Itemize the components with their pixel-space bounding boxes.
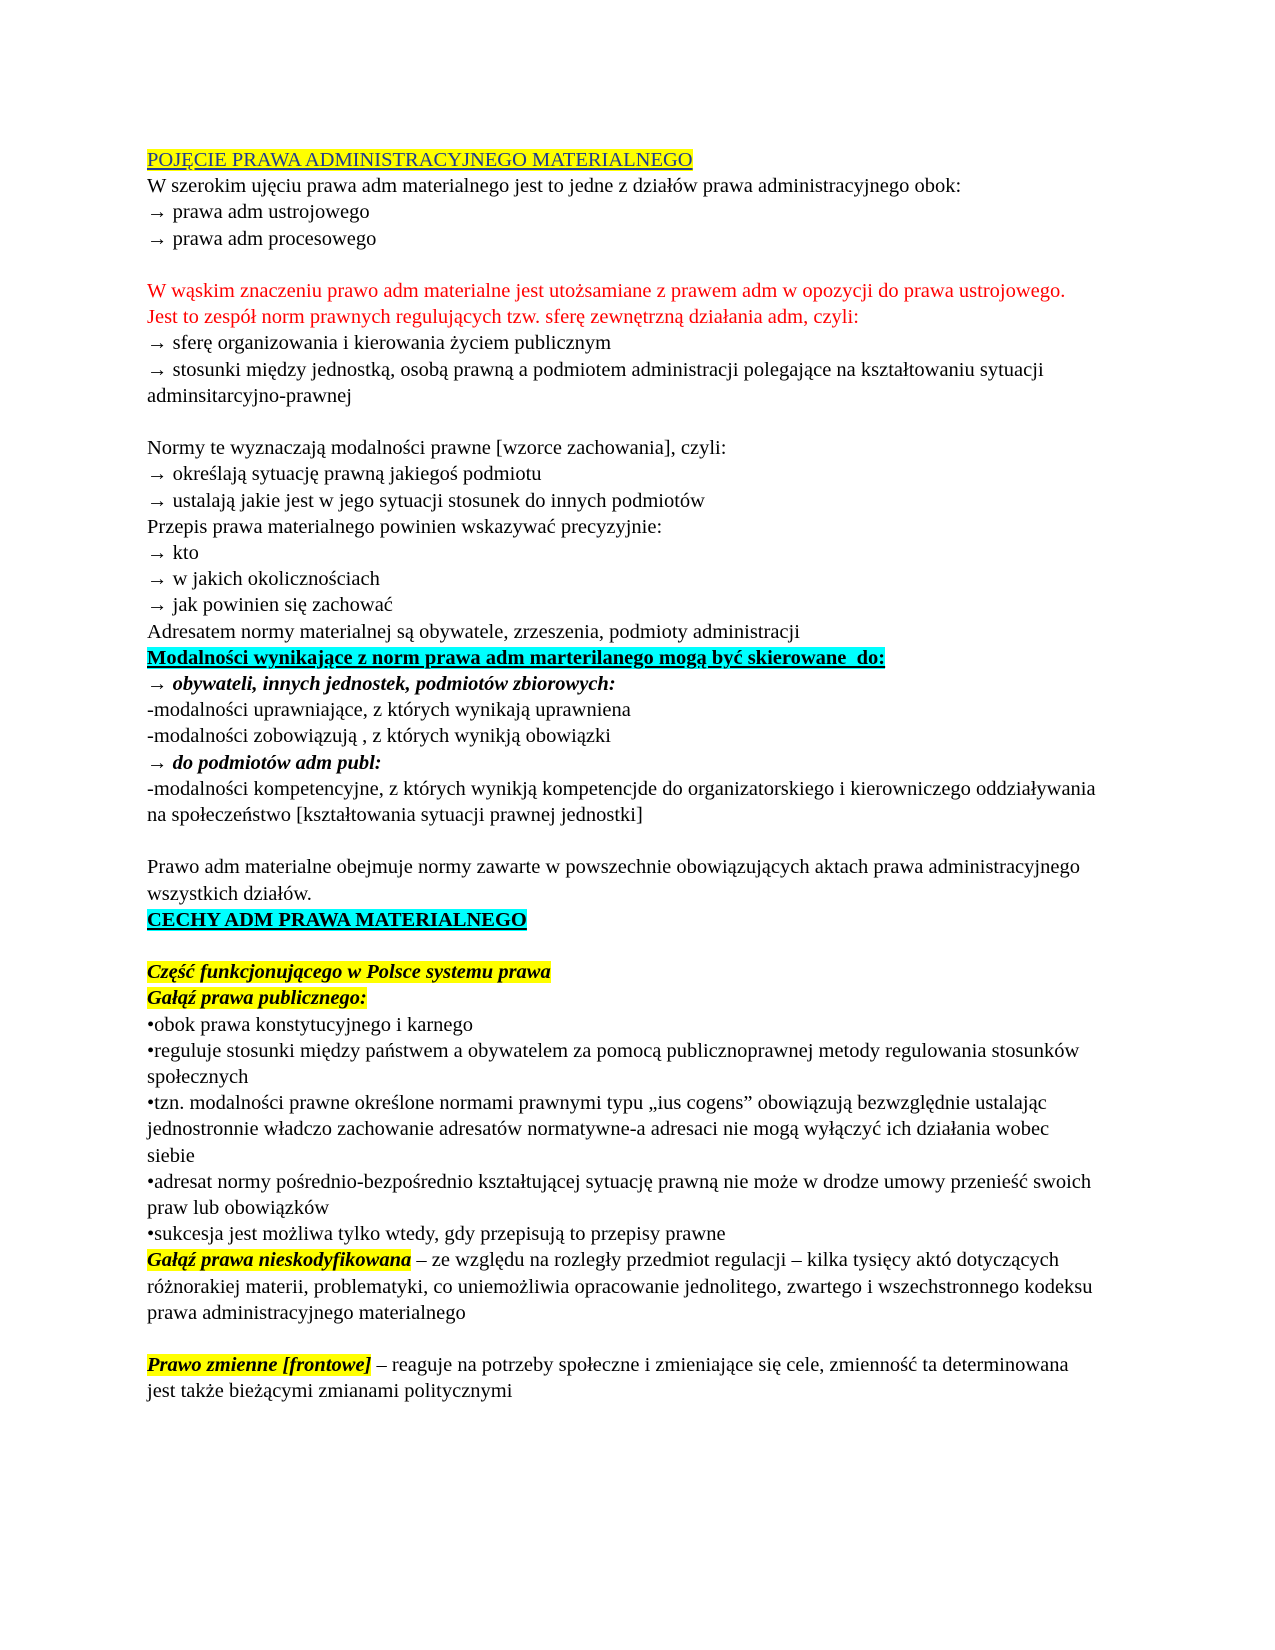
spacer xyxy=(147,1326,1097,1352)
list-item: -modalności zobowiązują , z których wynikją obowiązki xyxy=(147,725,611,748)
bullet-item: •adresat normy pośrednio-bezpośrednio kształtującej sytuację prawną nie może w drodze umowy przenieść swoich praw lub obowiązków xyxy=(147,1170,1092,1220)
feature-part-of-system: Część funkcjonującego w Polsce systemu prawa xyxy=(147,961,551,984)
list-item: → określają sytuację prawną jakiegoś podmiotu xyxy=(147,463,542,486)
bullet-item: •obok prawa konstytucyjnego i karnego xyxy=(147,1013,473,1036)
spacer xyxy=(147,933,1097,959)
spacer xyxy=(147,409,1097,435)
group-public-admin: → do podmiotów adm publ: xyxy=(147,751,382,774)
paragraph-definition: Jest to zespół norm prawnych regulujących tzw. sferę zewnętrzną działania adm, czyli: xyxy=(147,306,859,329)
list-item: → jak powinien się zachować xyxy=(147,594,393,617)
paragraph-scope-acts: Prawo adm materialne obejmuje normy zawarte w powszechnie obowiązujących aktach prawa administracyjnego wszystkich działów. xyxy=(147,856,1080,905)
features-heading: CECHY ADM PRAWA MATERIALNEGO xyxy=(147,908,527,931)
paragraph-narrow-scope: W wąskim znaczeniu prawo adm materialne jest utożsamiane z prawem adm w opozycji do prawa ustrojowego. xyxy=(147,280,1066,302)
feature-variable: Prawo zmienne [frontowe] – reaguje na potrzeby społeczne i zmieniające się cele, zmienność ta determinowana jest także bieżącymi zmianami politycznymi xyxy=(147,1354,1069,1403)
paragraph-broad-scope: W szerokim ujęciu prawa adm materialnego jest to jedne z działów prawa administracyjnego obok: xyxy=(147,175,962,198)
list-item: → sferę organizowania i kierowania życiem publicznym xyxy=(147,332,612,355)
modalities-heading: Modalności wynikające z norm prawa adm marterilanego mogą być skierowane do: xyxy=(147,646,886,669)
spacer xyxy=(147,252,1097,278)
feature-uncodified: Gałąź prawa nieskodyfikowana – ze względu na rozległy przedmiot regulacji – kilka tysięcy aktó dotyczących różnorakiej materii, problematyki, co uniemożliwia opracowanie jednolitego, zwartego i wszechstronnego kodeksu prawa administracyjnego materialnego xyxy=(147,1249,1093,1324)
list-item: → w jakich okolicznościach xyxy=(147,568,380,591)
list-item: -modalności kompetencyjne, z których wynikją kompetencjde do organizatorskiego i kierowniczego oddziaływania na społeczeństwo [kształtowania sytuacji prawnej jednostki] xyxy=(147,777,1096,827)
bullet-item: •sukcesja jest możliwa tylko wtedy, gdy przepisują to przepisy prawne xyxy=(147,1223,726,1246)
paragraph-przepis: Przepis prawa materialnego powinien wskazywać precyzyjnie: xyxy=(147,515,663,538)
document-body xyxy=(147,147,1097,1405)
group-citizens: → obywateli, innych jednostek, podmiotów zbiorowych: xyxy=(147,673,616,696)
list-item: → prawa adm ustrojowego xyxy=(147,201,370,224)
paragraph-norms: Normy te wyznaczają modalności prawne [wzorce zachowania], czyli: xyxy=(147,437,727,460)
list-item: → ustalają jakie jest w jego sytuacji stosunek do innych podmiotów xyxy=(147,489,705,512)
list-item: -modalności uprawniające, z których wynikają uprawniena xyxy=(147,699,631,722)
list-item: → stosunki między jednostką, osobą prawną a podmiotem administracji polegające na kształtowaniu sytuacji adminsitarcyjno-prawnej xyxy=(147,358,1044,407)
spacer xyxy=(147,828,1097,854)
bullet-item: •tzn. modalności prawne określone normami prawnymi typu „ius cogens” obowiązują bezwzględnie ustalając jednostronnie władczo zachowanie adresatów normatywne-a adresaci nie mogą wyłączyć ich działania wobec siebie xyxy=(147,1092,1050,1167)
bullet-item: •reguluje stosunki między państwem a obywatelem za pomocą publicznoprawnej metody regulowania stosunków społecznych xyxy=(147,1039,1080,1089)
list-item: → prawa adm procesowego xyxy=(147,227,377,250)
paragraph-adresat: Adresatem normy materialnej są obywatele, zrzeszenia, podmioty administracji xyxy=(147,620,800,643)
section-title: POJĘCIE PRAWA ADMINISTRACYJNEGO MATERIALNEGO xyxy=(147,149,693,171)
list-item: → kto xyxy=(147,542,199,565)
feature-public-law: Gałąź prawa publicznego: xyxy=(147,987,367,1010)
